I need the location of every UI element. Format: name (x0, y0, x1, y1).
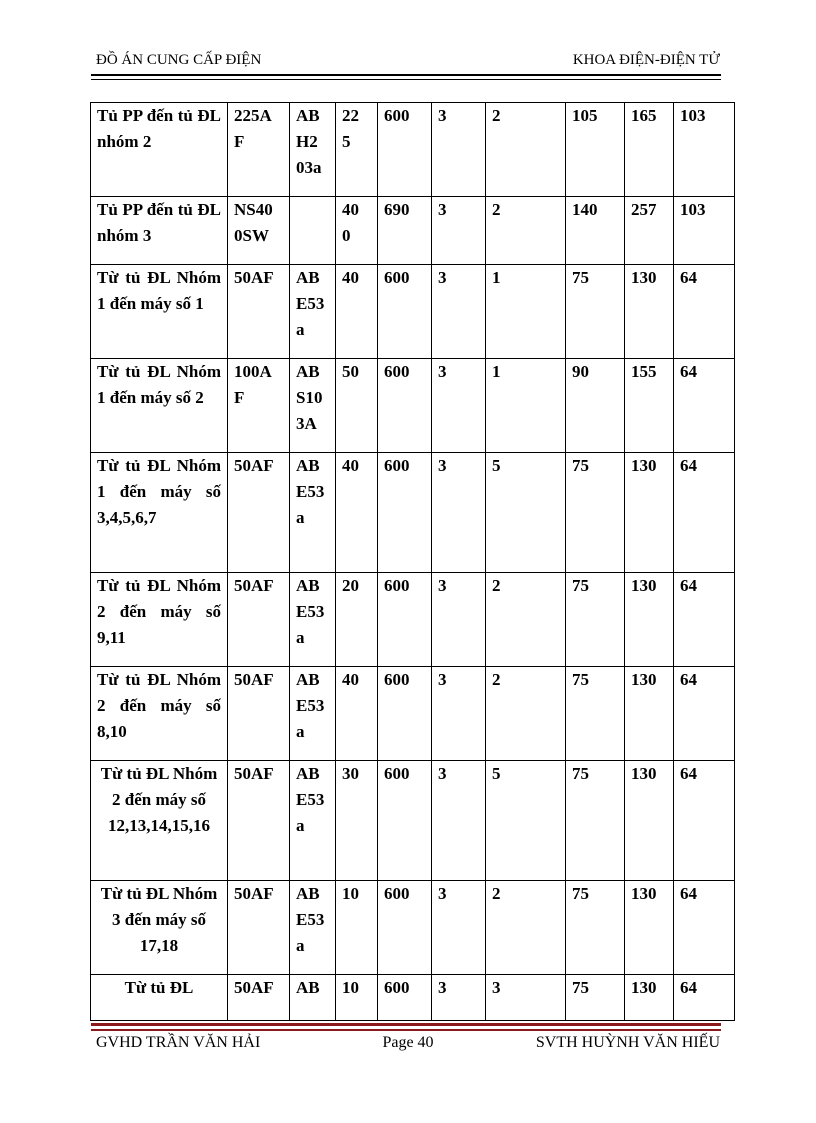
table-cell: 3 (432, 265, 486, 359)
table-cell: 64 (674, 573, 735, 667)
table-cell: 40 0 (336, 197, 378, 265)
table-cell: AB H2 03a (290, 103, 336, 197)
row-description-cell: Từ tủ ĐL Nhóm 2 đến máy số 12,13,14,15,16 (91, 761, 228, 881)
table-cell: 75 (566, 881, 625, 975)
table-cell: 130 (625, 761, 674, 881)
header-department: KHOA ĐIỆN-ĐIỆN TỬ (572, 52, 720, 68)
table-cell: 140 (566, 197, 625, 265)
table-cell: 22 5 (336, 103, 378, 197)
table-cell: 600 (378, 667, 432, 761)
table-cell: 600 (378, 103, 432, 197)
table-cell: AB S10 3A (290, 359, 336, 453)
footer-rule-thin (91, 1029, 721, 1031)
footer-page-number: Page 40 (382, 1034, 434, 1051)
table-cell: 2 (486, 667, 566, 761)
table-cell: 75 (566, 265, 625, 359)
table-cell: 50AF (228, 667, 290, 761)
table-cell: 1 (486, 265, 566, 359)
table-row (91, 197, 735, 265)
row-description-cell: Từ tủ ĐL Nhóm 2 đến máy số 8,10 (91, 667, 228, 761)
table-row (91, 265, 735, 359)
table-cell: 690 (378, 197, 432, 265)
table-cell: 50AF (228, 761, 290, 881)
table-row (91, 573, 735, 667)
table-cell: 155 (625, 359, 674, 453)
footer-supervisor: GVHD TRẦN VĂN HẢI (96, 1034, 261, 1051)
table-cell: 2 (486, 573, 566, 667)
footer-student: SVTH HUỲNH VĂN HIẾU (535, 1034, 720, 1051)
table-cell: 3 (432, 359, 486, 453)
table-cell: 600 (378, 975, 432, 1021)
table-row (91, 667, 735, 761)
table-cell: 3 (432, 453, 486, 573)
table-cell: 64 (674, 453, 735, 573)
table-row (91, 453, 735, 573)
table-cell: 3 (432, 881, 486, 975)
table-cell: 75 (566, 573, 625, 667)
table-cell: 64 (674, 761, 735, 881)
table-cell: 30 (336, 761, 378, 881)
table-row (91, 103, 735, 197)
table-cell: 100A F (228, 359, 290, 453)
table-cell: 3 (486, 975, 566, 1021)
table-cell: 130 (625, 265, 674, 359)
table-cell: 600 (378, 359, 432, 453)
table-cell: AB E53 a (290, 881, 336, 975)
header-doc-title: ĐỒ ÁN CUNG CẤP ĐIỆN (96, 52, 262, 68)
table-cell: 103 (674, 197, 735, 265)
table-cell: 2 (486, 103, 566, 197)
table-cell: AB (290, 975, 336, 1021)
header-rule (91, 74, 721, 76)
table-cell (290, 197, 336, 265)
table-cell: AB E53 a (290, 761, 336, 881)
table-cell: 90 (566, 359, 625, 453)
row-description-cell: Từ tủ ĐL Nhóm 3 đến máy số 17,18 (91, 881, 228, 975)
table-cell: 103 (674, 103, 735, 197)
table-cell: 50 (336, 359, 378, 453)
table-cell: 40 (336, 453, 378, 573)
header-rule-thin (91, 79, 721, 80)
table-cell: 105 (566, 103, 625, 197)
row-description-cell: Từ tủ ĐL Nhóm 1 đến máy số 2 (91, 359, 228, 453)
table-cell: 50AF (228, 881, 290, 975)
table-cell: 3 (432, 197, 486, 265)
table-cell: 3 (432, 975, 486, 1021)
table-row (91, 761, 735, 881)
row-description-cell: Từ tủ ĐL Nhóm 1 đến máy số 3,4,5,6,7 (91, 453, 228, 573)
row-description-cell: Tủ PP đến tủ ĐL nhóm 2 (91, 103, 228, 197)
table-cell: AB E53 a (290, 265, 336, 359)
table-cell: 600 (378, 881, 432, 975)
table-cell: 64 (674, 975, 735, 1021)
table-cell: 20 (336, 573, 378, 667)
table-cell: 165 (625, 103, 674, 197)
table-cell: 64 (674, 667, 735, 761)
table-cell: 40 (336, 265, 378, 359)
table-cell: 130 (625, 881, 674, 975)
table-cell: 3 (432, 667, 486, 761)
table-row (91, 359, 735, 453)
table-cell: 75 (566, 453, 625, 573)
table-cell: 5 (486, 761, 566, 881)
row-description-cell: Từ tủ ĐL Nhóm 1 đến máy số 1 (91, 265, 228, 359)
table-cell: 3 (432, 573, 486, 667)
table-cell: 10 (336, 881, 378, 975)
table-cell: 50AF (228, 975, 290, 1021)
table-cell: 40 (336, 667, 378, 761)
table-cell: 64 (674, 881, 735, 975)
table-cell: 50AF (228, 265, 290, 359)
table-cell: 130 (625, 975, 674, 1021)
table-cell: 2 (486, 197, 566, 265)
table-cell: 50AF (228, 573, 290, 667)
table-cell: 1 (486, 359, 566, 453)
table-cell: 64 (674, 359, 735, 453)
table-cell: 3 (432, 761, 486, 881)
table-cell: 600 (378, 453, 432, 573)
table-cell: 3 (432, 103, 486, 197)
row-description-cell: Từ tủ ĐL Nhóm 2 đến máy số 9,11 (91, 573, 228, 667)
table-cell: 5 (486, 453, 566, 573)
table-cell: 2 (486, 881, 566, 975)
table-row (91, 881, 735, 975)
table-cell: 10 (336, 975, 378, 1021)
table-row (91, 975, 735, 1021)
table-cell: NS40 0SW (228, 197, 290, 265)
table-cell: AB E53 a (290, 573, 336, 667)
table-cell: 600 (378, 573, 432, 667)
row-description-cell: Từ tủ ĐL (91, 975, 228, 1021)
table-cell: 75 (566, 761, 625, 881)
table-cell: 600 (378, 265, 432, 359)
table-cell: AB E53 a (290, 453, 336, 573)
table-cell: 257 (625, 197, 674, 265)
table-cell: 50AF (228, 453, 290, 573)
table-cell: 64 (674, 265, 735, 359)
table-cell: 75 (566, 975, 625, 1021)
table-cell: 225A F (228, 103, 290, 197)
table-cell: AB E53 a (290, 667, 336, 761)
footer-rule (91, 1023, 721, 1026)
breaker-table (90, 102, 735, 1021)
row-description-cell: Tủ PP đến tủ ĐL nhóm 3 (91, 197, 228, 265)
table-cell: 130 (625, 453, 674, 573)
table-cell: 130 (625, 667, 674, 761)
table-cell: 600 (378, 761, 432, 881)
table-cell: 130 (625, 573, 674, 667)
table-cell: 75 (566, 667, 625, 761)
